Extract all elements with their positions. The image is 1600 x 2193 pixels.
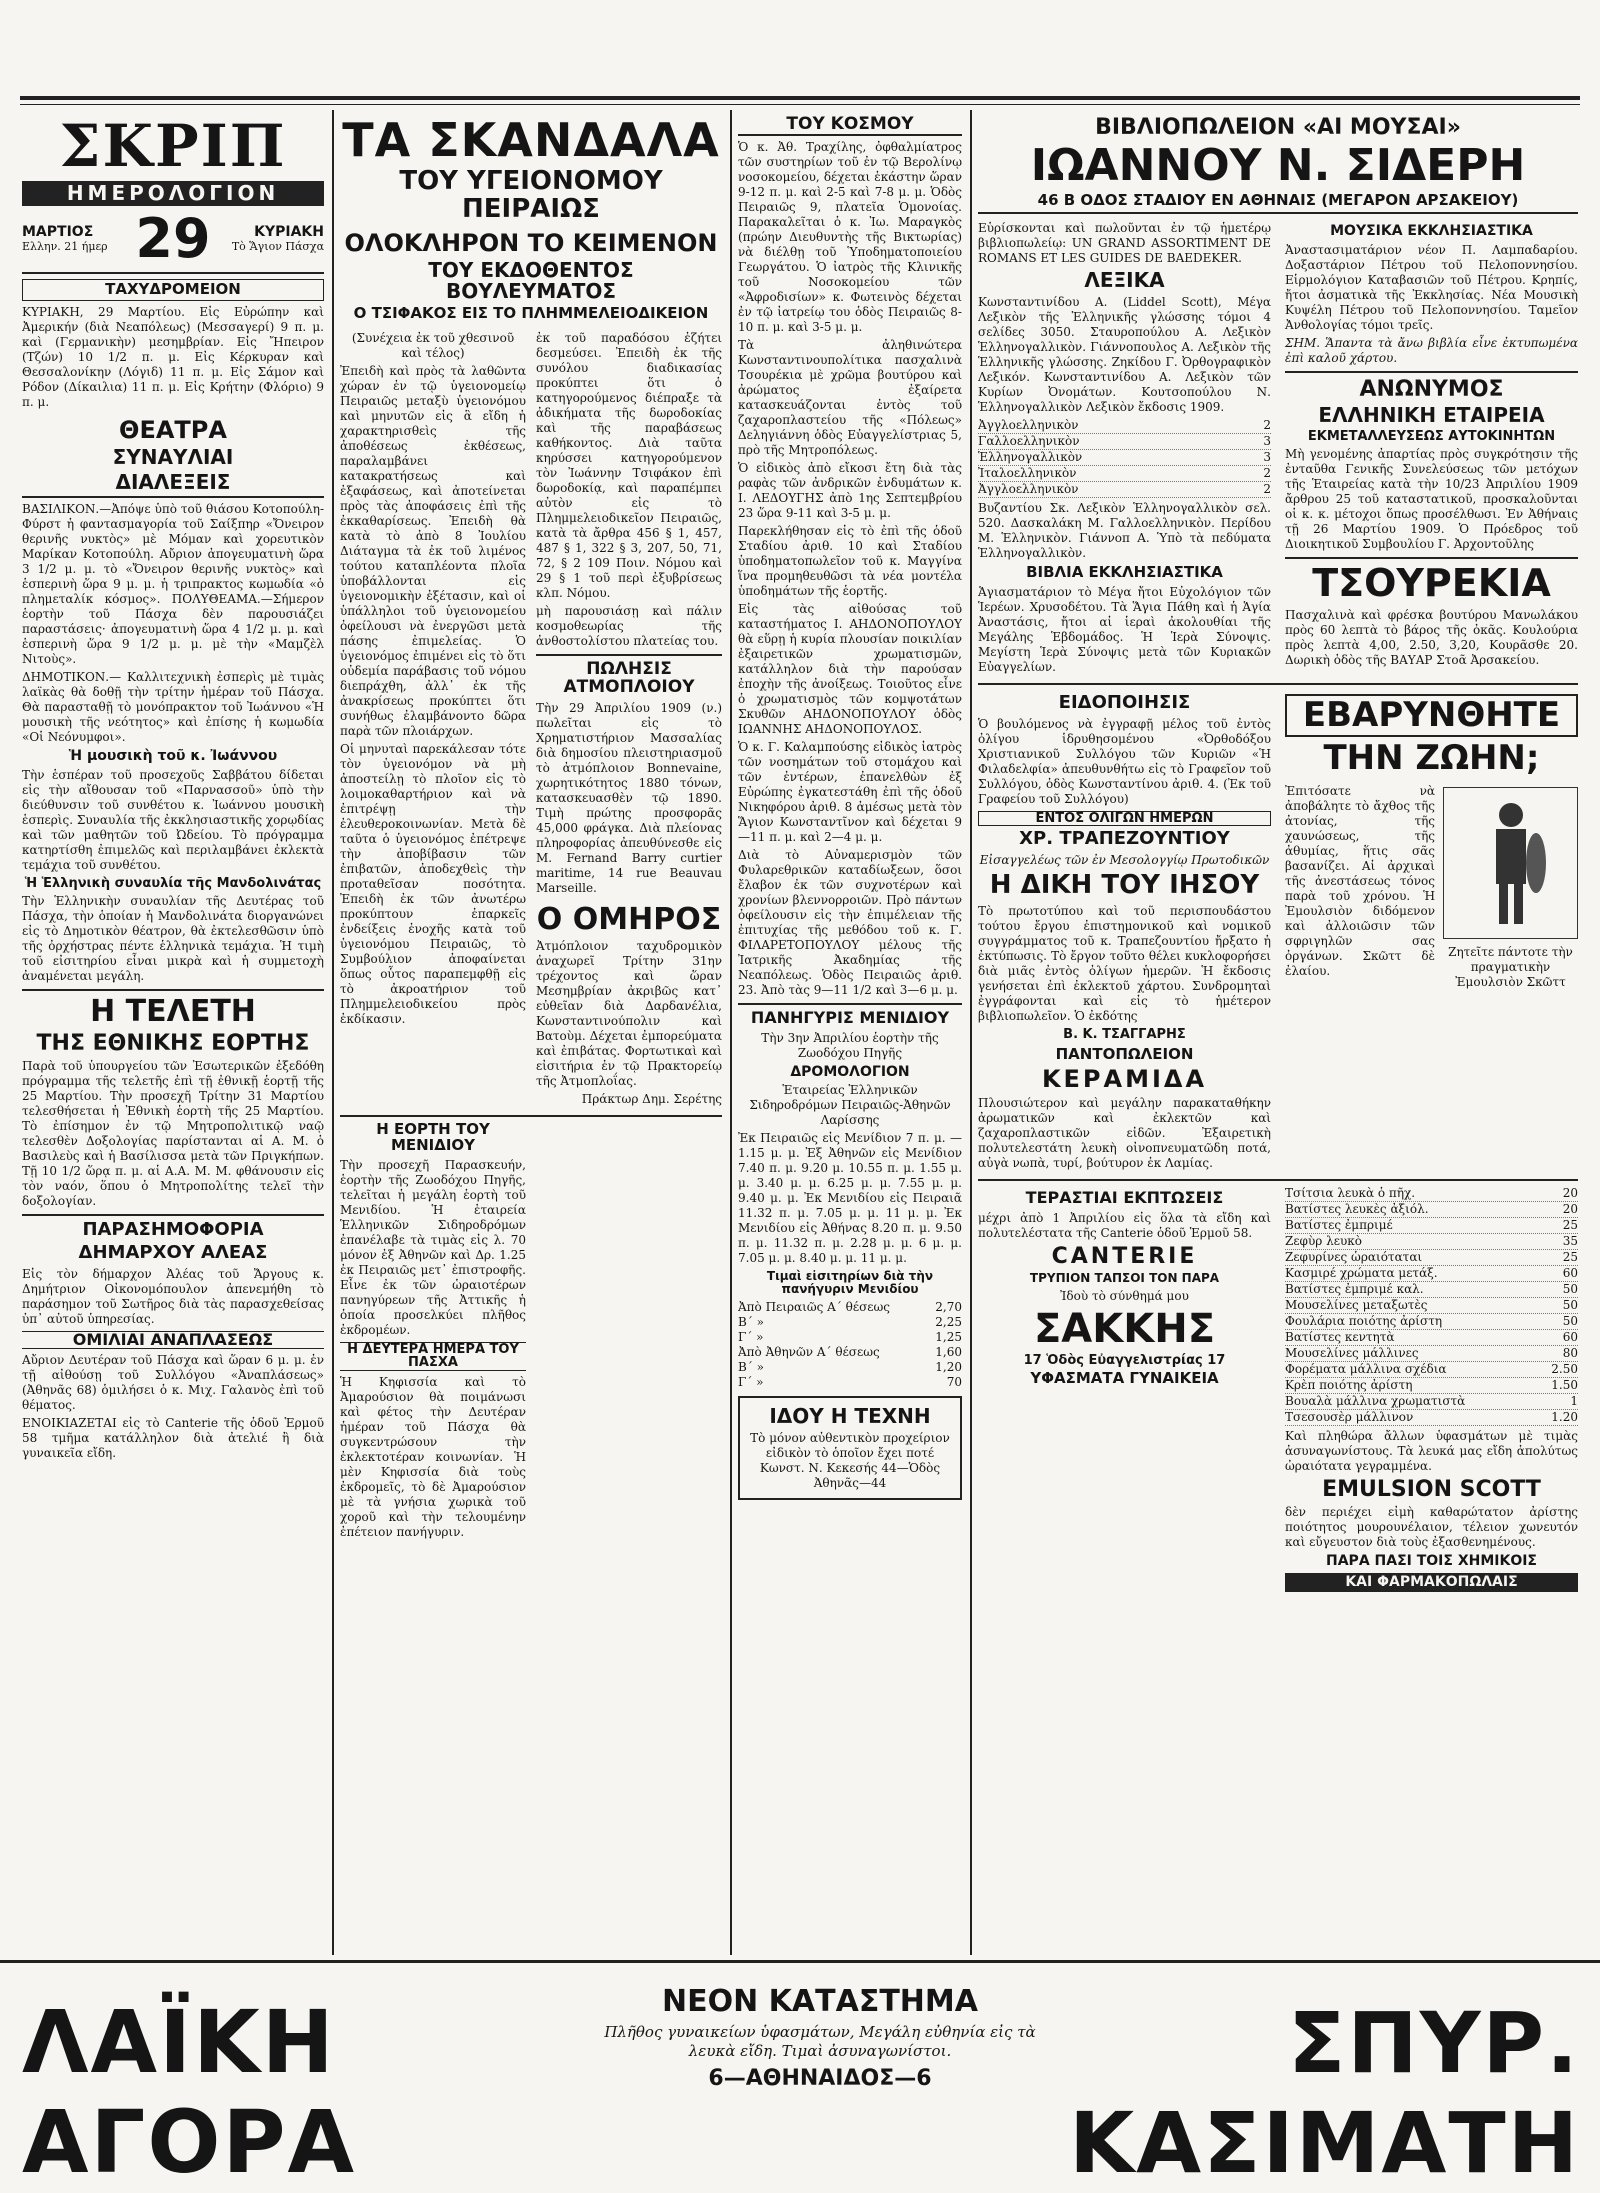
dimarchou-heading: ΔΗΜΑΡΧΟΥ ΑΛΕΑΣ	[78, 1241, 268, 1263]
dialexeis-heading: ΔΙΑΛΕΞΕΙΣ	[22, 472, 324, 498]
calendar-days-note: Ελλην. 21 ήμερ	[22, 240, 108, 254]
tsourekia-text: Πασχαλινὰ καὶ φρέσκα βουτύρου Μανωλάκου πρὸς 60 λεπτὰ τὸ βάρος τῆς ὀκᾶς. Κουλούρια πρὸς λεπτὰ 4,00, 2.50, 3,20, Κουρᾶσθε 20. Δωρικὴ ὁδὸς τῆς ΒΑΥΑΡ Στοᾶ Ἀρσακείου.	[1285, 608, 1578, 668]
farmakopolais: ΚΑΙ ΦΑΡΜΑΚΟΠΩΛΑΙΣ	[1285, 1573, 1578, 1592]
techni-box	[738, 1396, 962, 1500]
scott-caption: Ζητεῖτε πάντοτε τὴν πραγματικὴν Ἐμουλσιὸν Σκῶττ	[1448, 945, 1573, 990]
fabric-price-list	[1285, 1186, 1578, 1426]
ekklisiastika-text: Ἁγιασματάριον τὸ Μέγα ἤτοι Εὐχολόγιον τῶν Ἱερέων. Χρυσοδέτου. Τὰ Ἅγια Πάθη καὶ ἡ Ἁγία Ἀναστάσις, ἤτοι αἱ ἱεραὶ ἀκολουθίαι τῆς Μεγάλης Ἑβδομάδος. Ἡ Ἱερὰ Σύνοψις. Μεγίστη Ἱερὰ Σύνοψις μετὰ τῶν Κυριακῶν Εὐαγγελίων.	[978, 584, 1271, 674]
terastiai-text: μέχρι ἀπὸ 1 Ἀπριλίου εἰς ὅλα τὰ εἴδη καὶ πολυτελέστατα τῆς Canterie ὁδοῦ Ἑρμοῦ 58.	[978, 1210, 1271, 1240]
column-1	[22, 112, 324, 1947]
scott-ad	[1285, 781, 1578, 993]
parekklisis-text: Παρεκλήθησαν εἰς τὸ ἐπὶ τῆς ὁδοῦ Σταδίου ἀριθ. 10 καὶ Σταδίου ὑποδηματοπωλεῖον τοῦ κ. Μαγγίνα ἵνα προμηθευθῶσι τὰ νέα μοντέλα ὑποδημάτων τῆς ἑορτῆς.	[738, 523, 962, 598]
column-4-top	[978, 218, 1578, 678]
synavliai-heading: ΣΥΝΑΥΛΙΑΙ	[112, 444, 234, 469]
kalamatianos-text: Ὁ κ. Γ. Καλαμπούσης εἰδικὸς ἰατρὸς τῶν νοσημάτων τοῦ στομάχου καὶ τῶν ἐντέρων, ἐπανελθὼν ἐξ Εὐρώπης ἐγκατεστάθη ἐπὶ τῆς ὁδοῦ Νικηφόρου ἀριθ. 8 ἀμέσως μετὰ τὸν Ἅγιον Κωνσταντῖνον καὶ δέχεται 9—11 π. μ. καὶ 2—4 μ. μ.	[738, 739, 962, 844]
evarynthite: ΕΒΑΡΥΝΘΗΤΕ	[1285, 694, 1578, 738]
dictionary-item: Ἀγγλοελληνικὸν 2	[978, 418, 1271, 433]
menidi-heading: Η ΕΟΡΤΗ ΤΟΥ ΜΕΝΙΔΙΟΥ	[376, 1120, 490, 1154]
calendar-month: ΜΑΡΤΙΟΣ	[22, 224, 94, 241]
eidopoiisis-heading: ΕΙΔΟΠΟΙΗΣΙΣ	[1058, 691, 1191, 713]
fare-row: Γ΄ » 70	[738, 1374, 962, 1389]
fabric-row: Βατίστες λευκὲς ἀξιόλ. 20	[1285, 1202, 1578, 1217]
entos-oligon: ΕΝΤΟΣ ΟΛΙΓΩΝ ΗΜΕΡΩΝ	[978, 811, 1271, 827]
fisherman-illustration	[1443, 787, 1578, 939]
flaretopoulou-text: Διὰ τὸ Αὐναμερισμὸν τῶν Φυλαρεθρικῶν καταδίωξεων, ὅσοι ἔλαβον ἐκ τῶν συχνοτέρων καὶ χρονίων βλεννορροιῶν. Πρὸ πάντων ὀφείλουσιν εἰς τὴν ἐπιμέλειαν τῆς ἐπιτυχίας τῆς μεθόδου τοῦ κ. Γ. ΦΙΛΑΡΕΤΟΠΟΥΛΟΥ μέλους τῆς Ἰατρικῆς Ἀκαδημίας τῆς Νεαπόλεως. Ὁδὸς Πειραιῶς ἀριθ. 23. Ἀπὸ τὰς 9—11 1/2 καὶ 3—6 μ. μ.	[738, 847, 962, 997]
article-intro: (Συνέχεια ἐκ τοῦ χθεσινοῦ καὶ τέλος)	[351, 330, 515, 360]
olokliron-headline: ΟΛΟΚΛΗΡΟΝ ΤΟ ΚΕΙΜΕΝΟΝ	[344, 228, 718, 257]
omiliai-text: Αὔριον Δευτέραν τοῦ Πάσχα καὶ ὥραν 6 μ. μ. ἐν τῇ αἰθούσῃ τοῦ Συλλόγου «Ἀναπλάσεως» (Ἀθηνᾶς 68) ὁμιλήσει ὁ κ. Μιχ. Γαλανὸς ἐπὶ τοῦ θέματος.	[22, 1353, 324, 1413]
fabric-row: Κασμιρέ χρώματα μετάξ. 60	[1285, 1266, 1578, 1281]
mandolinata-heading: Ἡ Ἑλληνικὴ συναυλία τῆς Μανδολινάτας	[24, 875, 322, 891]
panigyris-subheading: Τὴν 3ην Ἀπριλίου ἑορτὴν τῆς Ζωοδόχου Πηγῆς	[761, 1030, 939, 1060]
canterie: CANTERIE	[1051, 1243, 1198, 1269]
techni-heading: ΙΔΟΥ Η ΤΕΧΝΗ	[769, 1403, 931, 1428]
fabric-row: Φορέματα μάλλινα σχέδια 2.50	[1285, 1362, 1578, 1377]
ethnikis-heading: ΤΗΣ ΕΘΝΙΚΗΣ ΕΟΡΤΗΣ	[36, 1030, 310, 1056]
bookstore-intro: Εὑρίσκονται καὶ πωλοῦνται ἐν τῷ ἡμετέρῳ βιβλιοπωλείῳ: UN GRAND ASSORTIMENT DE ROMANS ET LES GUIDES DE BAEDEKER.	[978, 221, 1271, 266]
panigyris-heading: ΠΑΝΗΓΥΡΙΣ ΜΕΝΙΔΙΟΥ	[750, 1007, 950, 1027]
dictionary-item: Ἰταλοελληνικὸν 2	[978, 466, 1271, 481]
theatra-heading: ΘΕΑΤΡΑ	[119, 415, 227, 444]
tachydromeion-heading: ΤΑΧΥΔΡΟΜΕΙΟΝ	[22, 279, 324, 301]
menidi-text: Τὴν προσεχῆ Παρασκευήν, ἑορτὴν τῆς Ζωοδόχου Πηγῆς, τελεῖται ἡ μεγάλη ἑορτὴ τοῦ Μενιδίου. Ἡ ἑταιρεία Ἑλληνικῶν Σιδηροδρόμων ἐπανέλαβε τὰ τιμὰς εἰς λ. 70 μόνον ἐξ Ἀθηνῶν καὶ Δρ. 1.25 ἐκ Πειραιῶς μετ᾽ ἐπιστροφῆς. Εἶνε ἐκ τῶν ὡραιοτέρων πανηγύρεων τῆς Ἀττικῆς ἡ ὁποία προσελκύει πλῆθος ἐκδρομέων.	[340, 1157, 526, 1337]
simeiosis-text: ΣΗΜ. Ἅπαντα τὰ ἄνω βιβλία εἶνε ἐκτυπωμένα ἐπὶ καλοῦ χάρτου.	[1285, 335, 1578, 365]
dictionary-item: Ἀγγλοελληνικὸν 2	[978, 482, 1271, 497]
omiros-heading: Ο ΟΜΗΡΟΣ	[536, 901, 722, 937]
ledougis-text: Ὁ εἰδικὸς ἀπὸ εἴκοσι ἔτη διὰ τὰς ραφὰς τῶν ἀνδρικῶν ἐνδυμάτων κ. Ι. ΛΕΔΟΥΓΗΣ ἀπὸ 1ης Σεπτεμβρίου 23 ὥρα 9-11 καὶ 3-5 μ. μ.	[738, 460, 962, 520]
ekmetalleuseos-heading: ΕΚΜΕΤΑΛΛΕΥΣΕΩΣ ΑΥΤΟΚΙΝΗΤΩΝ	[1307, 428, 1556, 444]
ekdotis: Β. Κ. ΤΣΑΓΓΑΡΗΣ	[1063, 1026, 1186, 1042]
imerologion-banner: ΗΜΕΡΟΛΟΓΙΟΝ	[22, 181, 324, 206]
fabric-row: Φουλάρια ποιότης ἀρίστη 50	[1285, 1314, 1578, 1329]
column-divider	[332, 110, 334, 1955]
omiliai-heading: ΟΜΙΛΙΑΙ ΑΝΑΠΛΑΣΕΩΣ	[22, 1331, 324, 1350]
laiki-agora: ΛΑΪΚΗ ΑΓΟΡΑ	[22, 1993, 357, 2193]
techni-text: Τὸ μόνον αὐθεντικὸν προχείριον εἰδικὸν τὸ ὁποῖον ἔχει ποτέ Κωνστ. Ν. Κεκεσής 44—Ὁδὸς Ἀθηνᾶς—44	[750, 1430, 950, 1490]
kasimati: ΣΠΥΡ. ΚΑΣΙΜΑΤΗ	[1069, 1994, 1580, 2192]
column-4-ads	[978, 1186, 1578, 1595]
theatra-text: ΒΑΣΙΛΙΚΟΝ.—Ἀπόψε ὑπὸ τοῦ θιάσου Κοτοπούλη-Φύρστ ἡ φαντασμαγορία τοῦ Σαίξπηρ «Ὄνειρον θερινῆς νυκτὸς» μὲ Μόμαν καὶ χορευτικὸν Μαρίκαν Κοτοπούλη. Αὔριον ἀπογευματινὴ ὥρα 3 1/2 μ. μ. τὸ «Ὄνειρον θερινῆς νυκτὸς» καὶ ἑσπερινὴ ὥρα 9 μ. μ. ἡ τριπρακτος κωμωδία «ὁ πλημεταλίκ κόσμος». ΠΟΛΥΘΕΑΜΑ.—Σήμερον ἑορτὴν τοῦ Πάσχα δὲν παρουσιάζει παραστάσεις· ἀπογευματινὴ ὥρα 4 1/2 μ. μ. καὶ ἑσπερινὴ ὥρα 9 1/2 μ. μ. μὲ τὴν «Μαμζὲλ Νιτοὺς».	[22, 501, 324, 666]
tsifakos-headline: Ο ΤΣΙΦΑΚΟΣ ΕΙΣ ΤΟ ΠΛΗΜΜΕΛΕΙΟΔΙΚΕΙΟΝ	[353, 304, 709, 323]
yfasmata-heading: ΥΦΑΣΜΑΤΑ ΓΥΝΑΙΚΕΙΑ	[1030, 1369, 1219, 1388]
article-text-a: Ἐπειδὴ καὶ πρὸς τὰ λαθῶντα χώραν ἐν τῷ ὑγειονομείῳ Πειραιῶς μεταξὺ ὑγειονόμου καὶ μηνυτῶν εἰς ἃ εἴδη ἡ χαρακτηρισθεὶς τῆς ἀποθέσεως ἐκθέσεως, παραλαμβάνει κατακρατήσεως καὶ ἐξαφάσεως, καὶ ἀποτείνεται πρὸς τὰς ἀποφάσεις ἐπὶ τῆς ἐκκαθαρίσεως. Ἐπειδὴ θὰ κατὰ τὸ ἀπὸ 8 Ἰουλίου Διάταγμα τὰ ἐκ τοῦ λιμένος τούτου καταπλέοντα πλοῖα ὑποβάλλονται εἰς ὑγειονομικὴν ἐξέτασιν, καὶ οἱ ὑπάλληλοι τοῦ ὑγειονομείου ὀφείλουσι νὰ ἐνεργῶσι μετὰ πάσης ἐπιμελείας. Ὁ ὑγειονόμος ἐπιμένει εἰς τὸ ὅτι οὐδεμία παράβασις τοῦ νόμου διεπράχθη, ἀλλ᾽ ἐκ τῆς ἀνακρίσεως προκύπτει ὅτι συνήθως ἐλαμβάνοντο δῶρα παρὰ τῶν πλοιάρχων.	[340, 363, 526, 738]
sakkis-footer: Καὶ πληθώρα ἄλλων ὑφασμάτων μὲ τιμὰς ἀσυναγωνίστους. Τὰ λευκά μας εἴδη ἀπολύτως ὠραιότατα γεγραμμένα.	[1285, 1429, 1578, 1474]
omiros-signature: Πράκτωρ Δημ. Σερέτης	[581, 1092, 722, 1107]
fabric-row: Ζεφὺρ λευκὸ 35	[1285, 1234, 1578, 1249]
sideri-heading: ΙΩΑΝΝΟΥ Ν. ΣΙΔΕΡΗ	[1030, 140, 1526, 192]
paraskevi-text: Εἰς τὸν δήμαρχον Ἀλέας τοῦ Ἄργους κ. Δημήτριον Οἰκονομόπουλον ἀπενεμήθη τὸ παράσημον τοῦ Σωτῆρος διὰ τὰς παρασχεθείσας ὑπ᾽ αὐτοῦ ὑπηρεσίας.	[22, 1266, 324, 1326]
sakkis-intro: Ἰδοὺ τὸ σύνθημά μου	[1060, 1288, 1189, 1303]
terastiai-heading: ΤΕΡΑΣΤΙΑΙ ΕΚΠΤΩΣΕΙΣ	[1025, 1188, 1224, 1208]
keramida: ΚΕΡΑΜΙΔΑ	[1041, 1064, 1208, 1093]
deftera-heading: Η ΔΕΥΤΕΡΑ ΗΜΕΡΑ ΤΟΥ ΠΑΣΧΑ	[340, 1342, 526, 1371]
anonymos-heading: ΑΝΩΝΥΜΟΣ	[1359, 376, 1504, 402]
schedule-text: Ἐκ Πειραιῶς εἰς Μενίδιον 7 π. μ. — 1.15 μ. μ. Ἐξ Ἀθηνῶν εἰς Μενίδιον 7.40 π. μ. 9.20 μ. 10.55 π. μ. 1.55 μ. μ. 3.40 μ. μ. 6.25 μ. μ. 7.55 μ. μ. 9.40 μ. μ. Ἐκ Μενιδίου εἰς Πειραιᾶ 11.32 π. μ. 7.05 μ. μ. 11 μ. μ. Ἐκ Μενιδίου εἰς Ἀθήνας 8.20 π. μ. 9.50 π. μ. 11.32 π. μ. 2.28 μ. μ. 6 μ. μ. 7.05 μ. μ. 8.40 μ. μ. 11 μ. μ.	[738, 1131, 962, 1266]
sakkis-address: 17 Ὁδὸς Εὐαγγελιστρίας 17	[1023, 1352, 1226, 1368]
column-2	[340, 112, 722, 1947]
fare-row: Ἀπὸ Πειραιῶς Α΄ θέσεως 2,70	[738, 1299, 962, 1314]
sakkis-heading: ΣΑΚΚΗΣ	[1033, 1305, 1216, 1352]
keramida-text: Πλουσιώτερον καὶ μεγάλην παρακαταθήκην ἀρωματικῶν καὶ ἐκλεκτῶν καὶ ζαχαροπλαστικῶν εἰδῶν. Ἐξαιρετικὴ πολυτελεστάτη λευκὴ οἰνοπνευματῶδη ποτά, αὐγὰ νωπὰ, τυρί, βούτυρον ἐκ Λαμίας.	[978, 1096, 1271, 1171]
top-rule	[20, 96, 1580, 100]
fabric-row: Βατίστες ἐμπριμέ καλ. 50	[1285, 1282, 1578, 1297]
ygeionomou-headline: ΤΟΥ ΥΓΕΙΟΝΟΜΟΥ ΠΕΙΡΑΙΩΣ	[399, 166, 663, 224]
tin-zoin: ΤΗΝ ΖΩΗΝ;	[1323, 738, 1540, 779]
neon-katastima-address: 6—ΑΘΗΝΑΙΔΟΣ—6	[708, 2066, 932, 2091]
fabric-row: Ζεφυρίνες ὡραιόταται 25	[1285, 1250, 1578, 1265]
pantelidi-text: Τὰ ἀληθινώτερα Κωνσταντινουπολίτικα πασχαλινὰ Τσουρέκια μὲ χρῶμα βουτύρου καὶ ἀρώματος ἐξαίρετα κατασκευάζονται ἐντὸς τοῦ ζαχαροπλαστείου τῆς «Πόλεως» Δεληγιάννη ὁδὸς Εὐαγγελίστριας 5, πρὸ τῆς Μητροπόλεως.	[738, 337, 962, 457]
neon-katastima-heading: ΝΕΟΝ ΚΑΤΑΣΤΗΜΑ	[662, 1984, 978, 2019]
ekklisiastika-heading: ΒΙΒΛΙΑ ΕΚΚΛΗΣΙΑΣΤΙΚΑ	[1026, 563, 1223, 582]
etaireia-heading: ΕΛΛΗΝΙΚΗ ΕΤΑΙΡΕΙΑ	[1318, 402, 1545, 427]
dictionary-list	[978, 418, 1271, 498]
mousika-text: Ἀναστασιματάριον νέον Π. Λαμπαδαρίου. Δοξαστάριον Πέτρου τοῦ Πελοποννησίου. Εἱρμολόγιον Καταβασιῶν τοῦ Πέτρου. Κρηπίς, ἤτοι ἀσματικὰ τῆς Ἐκκλησίας. Νέα Μουσικὴ Κυψέλη Πέτρου τοῦ Πελοποννησίου. Ταμεῖον Ἀνθολογίας τόμοι τρεῖς.	[1285, 242, 1578, 332]
dimotikon-text: ΔΗΜΟΤΙΚΟΝ.— Καλλιτεχνικὴ ἐσπερὶς μὲ τιμὰς λαϊκὰς θὰ δοθῇ τὴν τρίτην ἡμέραν τοῦ Πάσχα. Θὰ παρασταθῇ τὸ μονόπρακτον τοῦ Ἰωάννου «Ἡ μουσικὴ τῆς νεότητος» καὶ ἐπίσης ἡ κωμωδία «Οἱ Νεόνυμφοι».	[22, 669, 324, 744]
fabric-row: Τσεσουσὲρ μάλλινον 1.20	[1285, 1410, 1578, 1425]
fabric-row: Βουαλὰ μάλλινα χρωματιστὰ 1	[1285, 1394, 1578, 1409]
evarynthite-text: Ἐπιτόσατε νὰ ἀποβάλητε τὸ ἄχθος τῆς ἀτονίας, τῆς χαυνώσεως, τῆς ἀθυμίας, ἥτις σᾶς βασανίζει. Αἱ ἀρχικαὶ τῆς ἀνεστάσεως τόνος παρὰ τοῦ χρόνου. Ἡ Ἐμουλσιὸν διδόμενον καὶ ἀλλοιῶσιν τῶν σφριγηλῶν σας ὀργάνων. Σκῶττ δὲ ἐλαίου.	[1285, 784, 1435, 979]
fare-row: Γ΄ » 1,25	[738, 1329, 962, 1344]
article-columns	[340, 328, 722, 1110]
column-4-bottom	[978, 690, 1578, 1174]
polisis-text: Τὴν 29 Ἀπριλίου 1909 (ν.) πωλεῖται εἰς τὸ Χρηματιστήριον Μασσαλίας διὰ δημοσίου πλειστηριασμοῦ τὸ ἀτμόπλοιον Bonnevaine, χωρητικότητος 1880 τόνων, κατασκευασθὲν τῷ 1890. Τιμὴ πρώτης προσφορᾶς 45,000 φράγκα. Διὰ πλείονας πληροφορίας ἀπευθύνεσθε εἰς M. Fernand Barry curtier maritime, 14 rue Beauvau Marseille.	[536, 700, 722, 895]
omiros-text: Ἀτμόπλοιον ταχυδρομικὸν ἀναχωρεῖ Τρίτην 31ην τρέχοντος καὶ ὥραν Μεσημβρίαν ἀκριβῶς κατ᾽ εὐθεῖαν διὰ Δαρδανέλια, Κωνσταντινούπολιν καὶ Βατοὺμ. Δέχεται ἐμπορεύματα καὶ ἐπιβάτας. Φορτωτικαὶ καὶ εἰσιτήρια ἐν τῷ Πρακτορείῳ τῆς Ἀτμοπλοΐας.	[536, 939, 722, 1089]
fisherman-icon	[1466, 793, 1556, 933]
skandala-headline: ΤΑ ΣΚΑΝΔΑΛΑ	[342, 113, 720, 167]
eidopoiisis-text: Ὁ βουλόμενος νὰ ἐγγραφῇ μέλος τοῦ ἐντὸς ὀλίγου ἱδρυθησομένου «Ὀρθοδόξου Χριστιανικοῦ Συλλόγου τῶν Κυριῶν «Ἡ Φιλαδελφία» ἀπευθυνθήτω εἰς τὸ Γραφεῖον τοῦ Συλλόγου, ὁδὸς Κωνσταντίνου ἀριθ. 4. (Ἐκ τοῦ Γραφείου τοῦ Συλλόγου)	[978, 716, 1271, 806]
eisigeleos: Εἰσαγγελέως τῶν ἐν Μεσολογγίῳ Πρωτοδικῶν	[979, 853, 1270, 868]
ioannou-heading: Ἡ μουσικὴ τοῦ κ. Ἰωάννου	[68, 747, 278, 764]
mousika-heading: ΜΟΥΣΙΚΑ ΕΚΚΛΗΣΙΑΣΤΙΚΑ	[1330, 223, 1533, 240]
dictionary-item: Γαλλοελληνικὸν 3	[978, 434, 1271, 449]
fabric-row: Μουσελίνες μεταξωτὲς 50	[1285, 1298, 1578, 1313]
column-4	[978, 112, 1578, 1947]
calendar-weekday: ΚΥΡΙΑΚΗ	[254, 224, 324, 241]
calendar-saint: Τὸ Ἅγιον Πάσχα	[231, 240, 324, 254]
fabric-row: Κρὲπ ποιότης ἀρίστη 1.50	[1285, 1378, 1578, 1393]
trapezountiou: ΧΡ. ΤΡΑΠΕΖΟΥΝΤΙΟΥ	[1019, 828, 1230, 850]
mandolinata-text: Τὴν Ἑλληνικὴν συναυλίαν τῆς Δευτέρας τοῦ Πάσχα, τὴν ὁποίαν ἡ Μανδολινάτα διοργανώνει εἰς τὸ Δημοτικὸν θέατρον, θὰ ἐκτελεσθῶσιν ὑπὸ τῆς ὀρχήστρας πέντε ἑλληνικὰ τεμάχια. Ἡ τιμὴ τοῦ εἰσιτηρίου εἶναι μικρὰ καὶ ἡ συμμετοχὴ ἀναμένεται μεγάλη.	[22, 894, 324, 984]
fare-row: Ἀπὸ Ἀθηνῶν Α΄ θέσεως 1,60	[738, 1344, 962, 1359]
top-rule-thin	[20, 104, 1580, 105]
teleti-heading: Η ΤΕΛΕΤΗ	[90, 994, 256, 1030]
sideri-address: 46 Β ΟΔΟΣ ΣΤΑΔΙΟΥ ΕΝ ΑΘΗΝΑΙΣ (ΜΕΓΑΡΟΝ ΑΡΣΑΚΕΙΟΥ)	[978, 193, 1578, 214]
fabric-row: Μουσελίνες μάλλινες 80	[1285, 1346, 1578, 1361]
pantopoleion: ΠΑΝΤΟΠΩΛΕΙΟΝ	[1055, 1045, 1194, 1064]
etaireia-text: Ἑταιρείας Ἑλληνικῶν Σιδηροδρόμων Πειραιῶς-Ἀθηνῶν Λαρίσσης	[749, 1083, 951, 1128]
fabric-row: Βατίστες κεντητὰ 60	[1285, 1330, 1578, 1345]
column-divider	[730, 110, 732, 1955]
dromologion-heading: ΔΡΟΜΟΛΟΓΙΟΝ	[790, 1063, 910, 1080]
neon-katastima-block	[600, 1985, 1040, 2093]
article-text-c: ἐκ τοῦ παραδόσου ἐζήτει δεσμεύσει. Ἐπειδὴ ἐκ τῆς συνόλου διαδικασίας προκύπτει ὅτι ὁ κατηγορούμενος διέπραξε τὰ ἀδικήματα τῆς δωροδοκίας καὶ τῆς παραβάσεως καθήκοντος. Διὰ ταῦτα κηρύσσει κατηγορούμενον τὸν Ἰωάννην Τσιφάκον ἐπὶ δωροδοκίᾳ, καὶ παραπέμπει αὐτὸν εἰς τὸ Πλημμελειοδικεῖον Πειραιῶς, κατὰ τὰ ἄρθρα 456 § 1, 457, 487 § 1, 322 § 3, 207, 50, 71, 72, § 2 109 Ποιν. Νόμου καὶ 29 § 1 τοῦ περὶ ἐξυβρίσεως κλπ. Νόμου.	[536, 330, 722, 600]
paraskevi-heading: ΠΑΡΑΣΗΜΟΦΟΡΙΑ	[82, 1218, 264, 1240]
trypion: ΤΡΥΠΙΟΝ ΤΑΠΣΟΙ ΤΟΝ ΠΑΡΑ	[1029, 1270, 1220, 1285]
calendar-day-number: 29	[135, 206, 211, 270]
fare-row: Β΄ » 1,20	[738, 1359, 962, 1374]
column-3	[738, 112, 962, 1947]
kosmou-heading: ΤΟΥ ΚΟΣΜΟΥ	[738, 116, 962, 136]
tachydromeion-text: ΚΥΡΙΑΚΗ, 29 Μαρτίου. Εἰς Εὐρώπην καὶ Ἀμερικήν (διὰ Νεαπόλεως) (Μεσσαγερί) 9 π. μ. καὶ (Γερμανικὴν) μεσημβρίαν. Εἰς Ἤπειρον (Τζών) 10 1/2 π. μ. Εἰς Κέρκυραν καὶ Θεσσαλονίκην (Λόγιδ) 11 π. μ. Εἰς Σάμον καὶ Ρόδον (Δίκαιλια) 11 π. μ. Εἰς Κρήτην (Φλόριο) 9 π. μ.	[22, 304, 324, 409]
timai-heading: Τιμαὶ εἰσιτηρίων διὰ τὴν πανήγυριν Μενιδίου	[766, 1269, 934, 1296]
dictionary-item: Ἑλληνογαλλικὸν 3	[978, 450, 1271, 465]
bibliopoleion-heading: ΒΙΒΛΙΟΠΩΛΕΙΟΝ «ΑΙ ΜΟΥΣΑΙ»	[1095, 115, 1461, 140]
skrip-title: ΣΚΡΙΠ	[59, 112, 287, 180]
lexika-heading: ΛΕΞΙΚΑ	[1084, 268, 1165, 293]
emulsion-text: δὲν περιέχει εἰμὴ καθαρώτατον ἀρίστης ποιότητος μουρουνέλαιον, τέλειον χωνευτόν καὶ εὔγευστον διὰ τοὺς ἐξασθενημένους.	[1285, 1505, 1578, 1550]
enoikiazetai-text: ΕΝΟΙΚΙΑΖΕΤΑΙ εἰς τὸ Canterie τῆς ὁδοῦ Ἑρμοῦ 58 τμῆμα κατάλληλον διὰ ἀτελιέ ἢ διὰ γυναικεῖα εἴδη.	[22, 1416, 324, 1461]
lexika-text: Κωνσταντινίδου Α. (Liddel Scott), Μέγα Λεξικὸν τῆς Ἑλληνικῆς γλώσσης τόμοι 4 σελίδες 3050. Σταυροπούλου Α. Λεξικὸν Ἑλληνογαλλικὸν. Γιάννοπουλος Α. Λεξικὸν τῆς Ἑλληνικῆς γλώσσης. Ζηκίδου Γ. Ὀρθογραφικὸν Λεξικόν. Κωνσταντινίδου Α. Λεξικὸν τῶν Κυρίων Ὀνομάτων. Κουτσοπούλου Ν. Ἑλληνογαλλικὸν Λεξικὸν ἔκδοσις 1909.	[978, 295, 1271, 415]
column-divider	[970, 110, 972, 1955]
fabric-row: Τσίτσια λευκὰ ὁ πῆχ. 20	[1285, 1186, 1578, 1201]
teleti-text: Παρὰ τοῦ ὑπουργείου τῶν Ἐσωτερικῶν ἐξεδόθη πρόγραμμα τῆς τελετῆς ἐπὶ τῇ ἐθνικῇ ἑορτῇ τῆς 25 Μαρτίου. Τὴν προσεχῆ Τρίτην 31 Μαρτίου τελεσθήσεται ἡ Ἐθνικὴ ἑορτὴ τῆς 25 Μαρτίου. Τὸ ἐπίσημον ἐν τῷ Μητροπολιτικῷ ναῷ τελεσθὲν Δοξολογίας παρίστανται αἱ Α. Μ. ὁ Βασιλεὺς καὶ ἡ Βασίλισσα μετὰ τῶν Πριγκήπων. Τῇ 10 1/2 ὥρᾳ π. μ. αἱ Α.Α. Μ. Μ. φθάνουσιν εἰς τὸν ναόν, ὅπου ὁ Μητροπολίτης τελεῖ τὴν δοξολογίαν.	[22, 1058, 324, 1208]
dictionary-text: Βυζαντίου Σκ. Λεξικὸν Ἑλληνογαλλικὸν σελ. 520. Δασκαλάκη Μ. Γαλλοελληνικὸν. Περίδου Μ. Ἑλληνικὸν. Γιάννοπ Α. Ὑπὸ τὰ πεδύματα Ἑλληνογαλλικὸν.	[978, 501, 1271, 561]
neon-katastima-text: Πλῆθος γυναικείων ὑφασμάτων, Μεγάλη εὐθηνία εἰς τὰ λευκὰ εἴδη. Τιμαὶ ἀσυναγωνίστοι.	[604, 2023, 1036, 2060]
fabric-row: Βατίστες ἐμπριμέ 25	[1285, 1218, 1578, 1233]
ioannou-text: Τὴν ἑσπέραν τοῦ προσεχοῦς Σαββάτου δίδεται εἰς τὴν αἴθουσαν τοῦ «Παρνασσοῦ» ὑπὸ τὴν διεύθυνσιν τοῦ συνθέτου κ. Ἰωάννου μουσικὴ ἑσπερὶς. Συναυλία τῆς ἐκκλησιαστικῆς χορῳδίας καὶ τῶν μαθητῶν τοῦ Ὠδείου. Τὸ πρόγραμμα κατηρτίσθη ἐπιμελῶς καὶ περιλαμβάνει ἐκλεκτὰ τεμάχια τοῦ συνθέτου.	[22, 767, 324, 872]
kosmou-text: Ὁ κ. Ἀθ. Τραχίλης, ὀφθαλμίατρος τῶν συστηρίων τοῦ ἐν τῷ Βερολίνῳ νοσοκομείου, δέχεται ἑκάστην ὥραν 9-12 π. μ. καὶ 2-5 καὶ 7-8 μ. μ. Ὁδὸς Πειραιῶς 9, πλατεῖα Ὁμονοίας. Παρακαλεῖται ὁ κ. Ἰω. Μαραγκὸς (πρώην Διευθυντὴς τῆς Βικτωρίας) νὰ διέλθῃ τοῦ Ὑποδηματοποιείου Γεωργάτου. Ὁ ἰατρὸς τῆς Κλινικῆς τοῦ Νοσοκομείου τῶν «Ἀφροδισίων» κ. Φωτεινὸς δέχεται ἐν τῷ ἰατρείῳ του ὁδὸς Πειραιῶς 8-10 π. μ. καὶ 3-5 μ. μ.	[738, 139, 962, 334]
diki-text: Τὸ πρωτοτύπου καὶ τοῦ περισπουδάστου τούτου ἔργου ἐπιστημονικοῦ καὶ νομικοῦ συγγράμματος τοῦ κ. Τραπεζουντίου ἤρξατο ἡ ἐκτύπωσις. Τὸ ἔργον τοῦτο θέλει κυκλοφορήσει διὰ μιᾶς ἐντὸς ὀλίγων ἡμερῶν. Ἡ ἔκδοσις γενήσεται ἐπὶ ἐκλεκτοῦ χάρτου. Συνδρομηταὶ ἐγγράφονται καὶ εἰς τὸ ἡμέτερον βιβλιοπωλεῖον. Ὁ ἐκδότης	[978, 903, 1271, 1023]
para-pasi: ΠΑΡΑ ΠΑΣΙ ΤΟΙΣ ΧΗΜΙΚΟΙΣ	[1326, 1553, 1537, 1570]
calendar-row	[22, 206, 324, 270]
fares-list	[738, 1300, 962, 1390]
emulsion-heading: EMULSION SCOTT	[1322, 1477, 1541, 1503]
diki-heading: Η ΔΙΚΗ ΤΟΥ ΙΗΣΟΥ	[989, 870, 1260, 901]
deftera-text: Ἡ Κηφισσία καὶ τὸ Ἀμαρούσιον θὰ ποιμάνωσι καὶ φέτος τὴν Δευτέραν ἡμέραν τοῦ Πάσχα θὰ συγκεντρώσουν τὴν ἐκλεκτοτέραν κοινωνίαν. Ἡ μὲν Κηφισσία διὰ τοὺς ἐκδρομεῖς, τὸ δὲ Ἀμαρούσιον μὲ τὰ γνήσια χωρικὰ τοῦ χοροῦ καὶ τὴν τελουμένην ἐπέτειον πανήγυριν.	[340, 1374, 526, 1539]
article-text-b: Οἱ μηνυταὶ παρεκάλεσαν τότε τὸν ὑγειονόμον νὰ μὴ ἀποστείλῃ τὸ πλοῖον εἰς τὸ λοιμοκαθαρτήριον καὶ νὰ ἐπιτρέψῃ τὴν ἐλευθεροκοινωνίαν. Μετὰ δὲ ταῦτα ὁ ὑγειονόμος ἐπέτρεψε τὴν ἀποβίβασιν τῶν ἐπιβατῶν, ἀποδεχθεὶς τὴν προταθεῖσαν ποσότητα. Ἐπειδὴ ἐκ τῶν ἀνωτέρω προκύπτουν ἐπαρκεῖς ἐνδείξεις ἐνοχῆς κατὰ τοῦ ὑγειονόμου Πειραιῶς, τὸ Συμβούλιον ἀποφαίνεται ὅπως οὗτος παραπεμφθῇ εἰς τὸ ἀκροατήριον τοῦ Πλημμελειοδικείου πρὸς ἐκδίκασιν.	[340, 741, 526, 1026]
ekdothentos-headline: ΤΟΥ ΕΚΔΟΘΕΝΤΟΣ ΒΟΥΛΕΥΜΑΤΟΣ	[428, 258, 634, 304]
fare-row: Β΄ » 2,25	[738, 1314, 962, 1329]
article-text-d: μὴ παρουσιάσῃ καὶ πάλιν κοσμοθεωρίας τῆς ἀνθοστολίστου πλατείας του.	[536, 603, 722, 648]
gontzes-text: Εἰς τὰς αἰθούσας τοῦ καταστήματος Ι. ΑΗΔΟΝΟΠΟΥΛΟΥ θὰ εὕρῃ ἡ κυρία πλουσίαν ποικιλίαν ἐξαιρετικῶν χρωματισμῶν, κατάλληλον διὰ τὴν παρούσαν ἐποχὴν τῆς ἀνοίξεως. Τοιοῦτος εἶνε ὁ χρωματισμὸς τῶν κομψοτάτων Σκυθῶν ΑΗΔΟΝΟΠΟΥΛΟΥ ὁδὸς ΙΩΑΝΝΗΣ ΑΗΔΟΝΟΠΟΥΛΟΣ.	[738, 601, 962, 736]
polisis-heading: ΠΩΛΗΣΙΣ ΑΤΜΟΠΛΟΙΟΥ	[563, 658, 695, 697]
tsourekia-heading: ΤΣΟΥΡΕΚΙΑ	[1312, 561, 1551, 606]
anonymos-text: Μὴ γενομένης ἀπαρτίας πρὸς συγκρότησιν τῆς ἐνταῦθα Γενικῆς Συνελεύσεως τῶν μετόχων τῆς Ἑταιρείας κατὰ τὴν 10/23 Ἀπριλίου 1909 ἄρθρου 25 τοῦ καταστατικοῦ, προσκαλοῦνται οἱ κ. κ. μέτοχοι ὅπως προσέλθωσι. Ἐν Ἀθήναις τῇ 26 Μαρτίου 1909. Ὁ Πρόεδρος τοῦ Διοικητικοῦ Συμβουλίου Γ. Ἀρχοντοῦλης	[1285, 447, 1578, 552]
bottom-banner	[0, 1960, 1600, 2193]
